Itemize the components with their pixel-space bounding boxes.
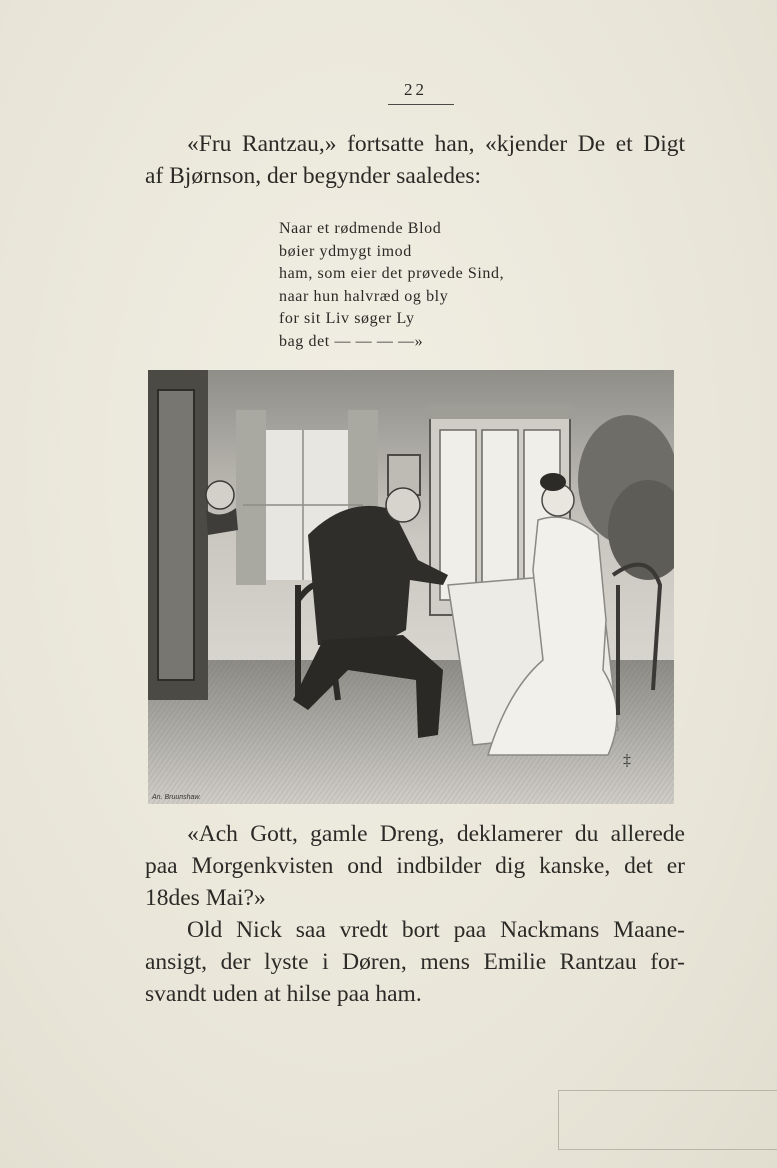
illustration-drawing — [148, 370, 674, 804]
paragraph-3-line-2: ansigt, der lyste i Døren, mens Emilie Rantzau for- — [145, 949, 685, 975]
poem-line-2: bøier ydmygt imod — [279, 242, 412, 260]
paragraph-3-line-3: svandt uden at hilse paa ham. — [145, 981, 422, 1007]
paragraph-1 — [145, 128, 685, 192]
poem-line-5: for sit Liv søger Ly — [279, 310, 415, 327]
poem-line-1: Naar et rødmende Blod — [279, 220, 442, 237]
paragraph-2 — [145, 818, 685, 1010]
paragraph-2-line-2: paa Morgenkvisten ond indbilder dig kanske, det er — [145, 853, 685, 879]
svg-text:‡: ‡ — [623, 752, 631, 769]
paragraph-2-line-3: 18des Mai?» — [145, 885, 266, 911]
paragraph-1-line-1: «Fru Rantzau,» fortsatte han, «kjender De et Digt — [187, 131, 685, 157]
scan-corner-mark — [558, 1090, 777, 1150]
poem-line-4: naar hun halvræd og bly — [279, 287, 449, 305]
illustration-signature: An. Bruunshaw. — [152, 794, 202, 801]
paragraph-3-line-1: Old Nick saa vredt bort paa Nackmans Maane- — [187, 917, 685, 943]
illustration — [148, 370, 674, 804]
page-number: 22 — [404, 80, 427, 99]
poem-line-3: ham, som eier det prøvede Sind, — [279, 265, 505, 282]
paragraph-2-line-1: «Ach Gott, gamle Dreng, deklamerer du allerede — [187, 821, 685, 847]
page-number-rule — [388, 104, 454, 105]
poem-line-6: bag det — — — —» — [279, 332, 424, 350]
poem-quote — [279, 218, 504, 353]
paragraph-1-line-2: af Bjørnson, der begynder saaledes: — [145, 163, 482, 189]
